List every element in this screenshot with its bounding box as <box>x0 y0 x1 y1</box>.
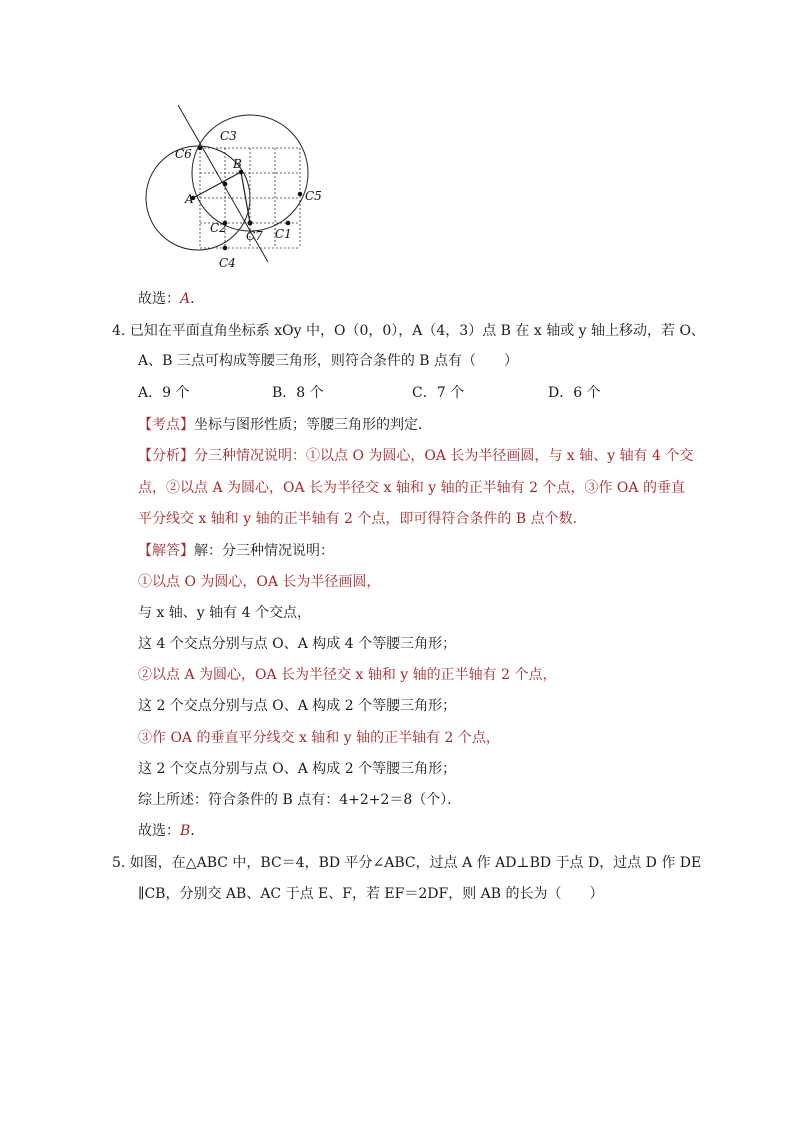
grid-circles-figure <box>138 100 328 275</box>
segment-bc <box>241 172 250 223</box>
q4-sol-3: 这 4 个交点分别与点 O、A 构成 4 个等腰三角形； <box>138 636 457 652</box>
q4-kaodian: 【考点】坐标与图形性质；等腰三角形的判定． <box>138 417 432 433</box>
label-c4: C4 <box>219 256 236 270</box>
prev-answer: 故选：A. <box>138 291 195 307</box>
q4-sol-8: 综上所述：符合条件的 B 点有：4+2+2＝8（个）． <box>138 792 462 808</box>
q4-option-d[interactable]: D．6 个 <box>548 385 601 401</box>
q5-stem-line2: ∥CB，分别交 AB、AC 于点 E、F，若 EF＝2DF，则 AB 的长为（ ） <box>138 886 604 902</box>
label-c5: C5 <box>305 189 322 203</box>
label-c7: C7 <box>246 229 263 243</box>
q4-sol-5: 这 2 个交点分别与点 O、A 构成 2 个等腰三角形； <box>138 698 457 714</box>
label-b: B <box>233 157 242 171</box>
q5-number: 5. <box>112 855 126 871</box>
q4-sol-1: ①以点 O 为圆心，OA 长为半径画圆， <box>138 574 381 590</box>
q4-fenxi-line1: 【分析】分三种情况说明：①以点 O 为圆心，OA 长为半径画圆，与 x 轴、y 轴有 4 个交 <box>138 448 694 464</box>
q4-fenxi-line2: 点，②以点 A 为圆心，OA 长为半径交 x 轴和 y 轴的正半轴有 2 个点，③作 OA 的垂直 <box>138 480 685 496</box>
q4-sol-4: ②以点 A 为圆心，OA 长为半径交 x 轴和 y 轴的正半轴有 2 个点， <box>138 667 557 683</box>
label-c3: C3 <box>220 129 237 143</box>
q4-stem-line1: 4. 已知在平面直角坐标系 xOy 中，O（0，0），A（4，3）点 B 在 x 轴或 y 轴上移动，若 O、 <box>112 323 705 339</box>
q4-option-a[interactable]: A．9 个 <box>138 385 190 401</box>
q5-stem-line1: 5. 如图，在△ABC 中，BC＝4，BD 平分∠ABC，过点 A 作 AD⊥BD 于点 D，过点 D 作 DE <box>112 855 702 871</box>
q4-number: 4. <box>112 323 126 339</box>
q4-jieda: 【解答】解：分三种情况说明： <box>138 543 334 559</box>
q4-sol-7: 这 2 个交点分别与点 O、A 构成 2 个等腰三角形； <box>138 761 457 777</box>
label-c1: C1 <box>275 227 292 241</box>
q4-fenxi-line3: 平分线交 x 轴和 y 轴的正半轴有 2 个点，即可得符合条件的 B 点个数． <box>138 511 587 527</box>
q4-answer: 故选：B. <box>138 823 195 839</box>
label-a: A <box>185 192 194 206</box>
q4-sol-2: 与 x 轴、y 轴有 4 个交点， <box>138 605 311 621</box>
q4-stem-line2: A、B 三点可构成等腰三角形，则符合条件的 B 点有（ ） <box>138 353 519 369</box>
q4-option-b[interactable]: B．8 个 <box>272 385 324 401</box>
label-c2: C2 <box>210 221 227 235</box>
label-c6: C6 <box>175 147 192 161</box>
q4-option-c[interactable]: C．7 个 <box>412 385 465 401</box>
q4-sol-6: ③作 OA 的垂直平分线交 x 轴和 y 轴的正半轴有 2 个点， <box>138 730 500 746</box>
